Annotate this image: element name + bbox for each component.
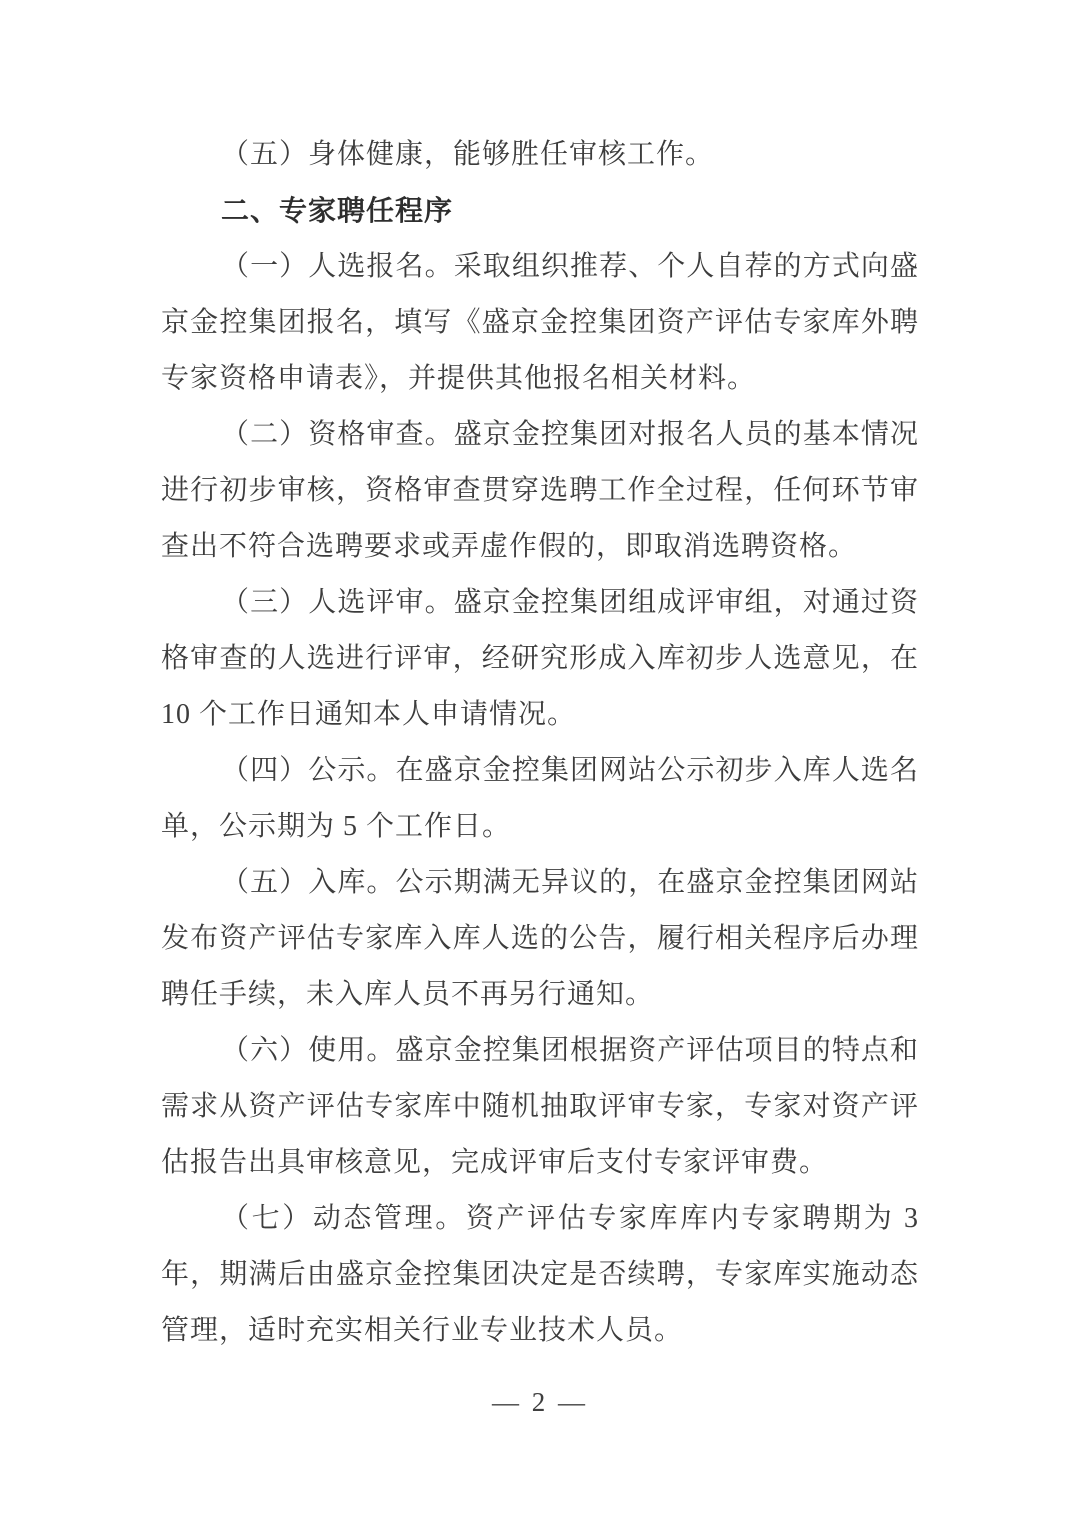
paragraph: （六）使用。盛京金控集团根据资产评估项目的特点和需求从资产评估专家库中随机抽取评审专家，专家对资产评估报告出具审核意见，完成评审后支付专家评审费。 [161, 1035, 919, 1178]
paragraph: （七）动态管理。资产评估专家库库内专家聘期为 3 年，期满后由盛京金控集团决定是否续聘，专家库实施动态管理，适时充实相关行业专业技术人员。 [161, 1203, 919, 1346]
section-heading: 二、专家聘任程序 [221, 195, 454, 226]
paragraph: （四）公示。在盛京金控集团网站公示初步入库人选名单，公示期为 5 个工作日。 [161, 755, 919, 842]
paragraph: （二）资格审查。盛京金控集团对报名人员的基本情况进行初步审核，资格审查贯穿选聘工作全过程，任何环节审查出不符合选聘要求或弄虚作假的，即取消选聘资格。 [161, 419, 919, 562]
paragraph: （五）入库。公示期满无异议的，在盛京金控集团网站发布资产评估专家库入库人选的公告，履行相关程序后办理聘任手续，未入库人员不再另行通知。 [161, 867, 919, 1010]
paragraph: （三）人选评审。盛京金控集团组成评审组，对通过资格审查的人选进行评审，经研究形成入库初步人选意见，在 10 个工作日通知本人申请情况。 [161, 587, 919, 730]
page-number: — 2 — [492, 1387, 588, 1417]
paragraph: （一）人选报名。采取组织推荐、个人自荐的方式向盛京金控集团报名，填写《盛京金控集团资产评估专家库外聘专家资格申请表》，并提供其他报名相关材料。 [161, 251, 919, 394]
document-body [161, 127, 919, 1359]
paragraph: （五）身体健康，能够胜任审核工作。 [221, 139, 715, 170]
